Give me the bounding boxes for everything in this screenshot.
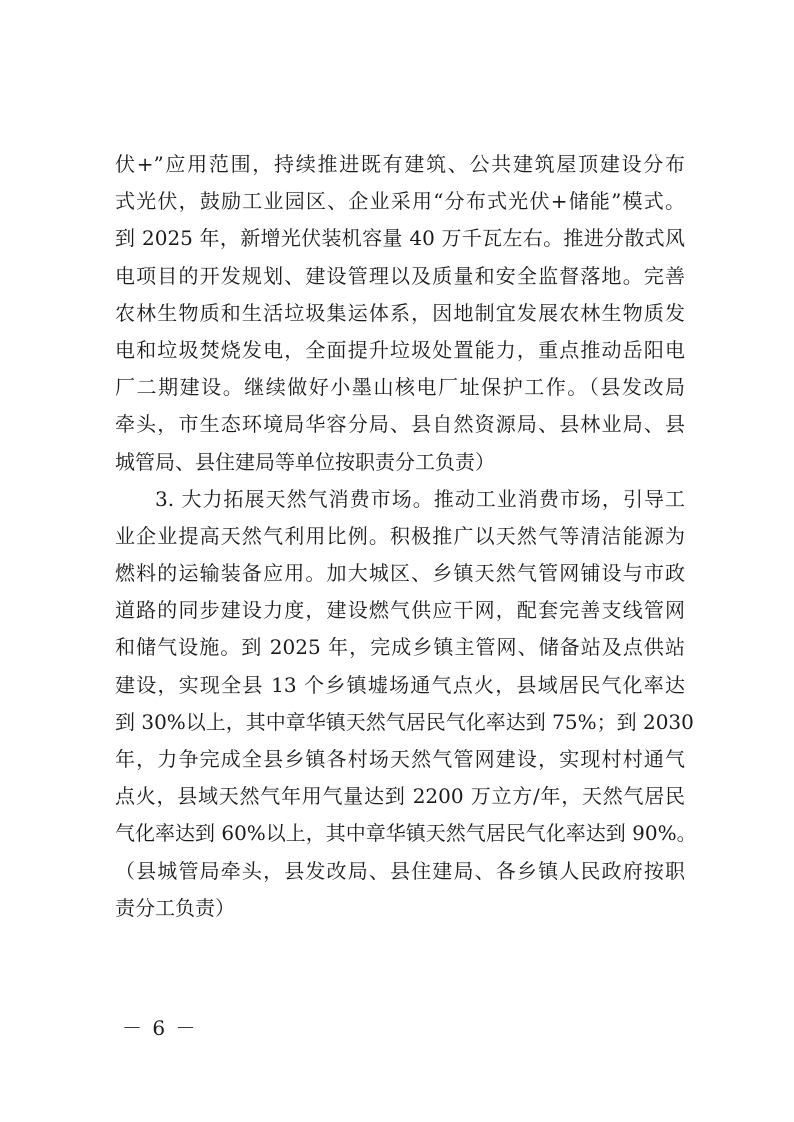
text-line: 电和垃圾焚烧发电，全面提升垃圾处置能力，重点推动岳阳电 [115,337,685,362]
text-line: 道路的同步建设力度，建设燃气供应干网，配套完善支线管网 [115,598,685,623]
body-text [115,146,697,927]
text-line: （县城管局牵头，县发改局、县住建局、各乡镇人民政府按职 [115,858,685,883]
text-line: 年，力争完成全县乡镇各村场天然气管网建设，实现村村通气 [115,747,685,771]
page-number: － 6 － [122,1016,198,1040]
text-line: 责分工负责） [115,895,235,920]
text-line: 伏+”应用范围，持续推进既有建筑、公共建筑屋顶建设分布 [115,152,685,176]
text-line: 建设，实现全县 13 个乡镇墟场通气点火，县域居民气化率达 [115,672,685,697]
text-line: 气化率达到 60%以上，其中章华镇天然气居民气化率达到 90%。 [115,821,697,846]
text-line: 牵头，市生态环境局华容分局、县自然资源局、县林业局、县 [115,412,685,437]
text-line: 燃料的运输装备应用。加大城区、乡镇天然气管网铺设与市政 [115,561,685,586]
text-line: 式光伏，鼓励工业园区、企业采用“分布式光伏+储能”模式。 [115,189,685,214]
section-heading-line: 3. 大力拓展天然气消费市场。推动工业消费市场，引导工 [155,486,685,511]
text-line: 点火，县域天然气年用气量达到 2200 万立方/年，天然气居民 [115,784,685,809]
text-line: 电项目的开发规划、建设管理以及质量和安全监督落地。完善 [115,263,685,288]
paragraph-renewable-energy [115,146,685,481]
text-line: 到 2025 年，新增光伏装机容量 40 万千瓦左右。推进分散式风 [115,226,685,251]
text-line: 到 30%以上，其中章华镇天然气居民气化率达到 75%；到 2030 [115,709,694,734]
text-line: 和储气设施。到 2025 年，完成乡镇主管网、储备站及点供站 [115,635,685,660]
paragraph-natural-gas [115,481,697,927]
text-line: 业企业提高天然气利用比例。积极推广以天然气等清洁能源为 [115,523,685,548]
text-line: 农林生物质和生活垃圾集运体系，因地制宜发展农林生物质发 [115,300,685,325]
text-line: 城管局、县住建局等单位按职责分工负责） [115,449,495,474]
text-line: 厂二期建设。继续做好小墨山核电厂址保护工作。（县发改局 [115,375,685,400]
